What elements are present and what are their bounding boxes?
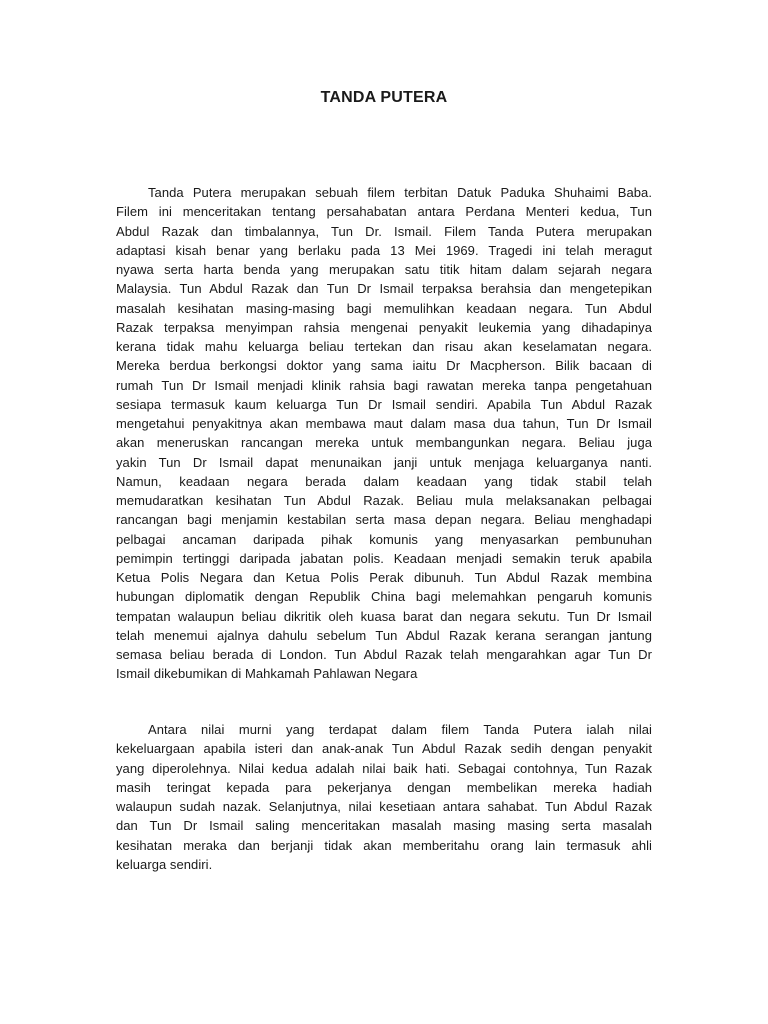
text-line: yakin Tun Dr Ismail dapat menunaikan janji untuk menjaga keluarganya nanti. xyxy=(116,454,652,470)
text-line: Razak terpaksa menyimpan rahsia mengenai penyakit leukemia yang dihadapinya xyxy=(116,319,652,335)
text-line: semasa beliau berada di London. Tun Abdul Razak telah mengarahkan agar Tun Dr xyxy=(116,647,652,662)
text-line: telah menemui ajalnya dahulu sebelum Tun Abdul Razak kerana serangan jantung xyxy=(116,627,652,643)
text-line: kesihatan meraka dan berjanji tidak akan memberitahu orang lain termasuk ahli xyxy=(116,837,652,853)
text-line: tempatan walaupun beliau dikritik oleh kuasa barat dan negara sekutu. Tun Dr Ismail xyxy=(116,608,652,624)
text-line: Namun, keadaan negara berada dalam keadaan yang tidak stabil telah xyxy=(116,473,652,489)
text-line: Tanda Putera merupakan sebuah filem terbitan Datuk Paduka Shuhaimi Baba. xyxy=(148,185,652,200)
text-line: Filem ini menceritakan tentang persahabatan antara Perdana Menteri kedua, Tun xyxy=(116,204,652,220)
text-line: nyawa serta harta benda yang merupakan satu titik hitam dalam sejarah negara xyxy=(116,262,652,277)
text-line: Malaysia. Tun Abdul Razak dan Tun Dr Ismail terpaksa berahsia dan mengetepikan xyxy=(116,281,652,297)
document-title: TANDA PUTERA xyxy=(320,89,448,106)
text-line: Ismail dikebumikan di Mahkamah Pahlawan Negara xyxy=(116,666,418,682)
paragraph-1 xyxy=(116,183,652,684)
text-line: keluarga sendiri. xyxy=(116,856,213,872)
text-line: rumah Tun Dr Ismail menjadi klinik rahsia bagi rawatan mereka tanpa pengetahuan xyxy=(116,377,652,393)
text-line: mengetahui penyakitnya akan membawa maut dalam masa dua tahun, Tun Dr Ismail xyxy=(116,416,652,431)
text-line: sesiapa termasuk kaum keluarga Tun Dr Ismail sendiri. Apabila Tun Abdul Razak xyxy=(116,396,652,412)
text-line: Ketua Polis Negara dan Ketua Polis Perak dibunuh. Tun Abdul Razak membina xyxy=(116,570,652,585)
paragraph-2 xyxy=(116,720,652,874)
text-line: masih teringat kepada para pekerjanya dengan membelikan mereka hadiah xyxy=(116,779,652,795)
text-line: Mereka berdua berkongsi doktor yang sama iaitu Dr Macpherson. Bilik bacaan di xyxy=(116,358,652,374)
text-line: masalah kesihatan masing-masing bagi memulihkan keadaan negara. Tun Abdul xyxy=(116,300,652,316)
text-line: kekeluargaan apabila isteri dan anak-anak Tun Abdul Razak sedih dengan penyakit xyxy=(116,741,652,757)
text-line: pemimpin tertinggi daripada jabatan polis. Keadaan menjadi semakin teruk apabila xyxy=(116,550,652,566)
text-line: dan Tun Dr Ismail saling menceritakan masalah masing masing serta masalah xyxy=(116,818,652,834)
text-line: rancangan bagi menjamin kestabilan serta masa depan negara. Beliau menghadapi xyxy=(116,512,652,528)
text-line: akan meneruskan rancangan mereka untuk membangunkan negara. Beliau juga xyxy=(116,435,652,451)
text-line: pelbagai ancaman daripada pihak komunis yang menyasarkan pembunuhan xyxy=(116,531,652,547)
text-line: Abdul Razak dan timbalannya, Tun Dr. Ismail. Filem Tanda Putera merupakan xyxy=(116,223,652,239)
text-line: memudaratkan kesihatan Tun Abdul Razak. Beliau mula melaksanakan pelbagai xyxy=(116,493,652,508)
text-line: Antara nilai murni yang terdapat dalam filem Tanda Putera ialah nilai xyxy=(148,722,652,737)
text-line: walaupun sudah nazak. Selanjutnya, nilai kesetiaan antara sahabat. Tun Abdul Razak xyxy=(116,799,652,814)
text-line: hubungan diplomatik dengan Republik China bagi melemahkan pengaruh komunis xyxy=(116,589,652,605)
text-line: kerana tidak mahu keluarga beliau tertekan dan risau akan keselamatan negara. xyxy=(116,339,652,354)
text-line: yang diperolehnya. Nilai kedua adalah nilai baik hati. Sebagai contohnya, Tun Razak xyxy=(116,760,652,776)
text-line: adaptasi kisah benar yang berlaku pada 13 Mei 1969. Tragedi ini telah meragut xyxy=(116,242,652,258)
